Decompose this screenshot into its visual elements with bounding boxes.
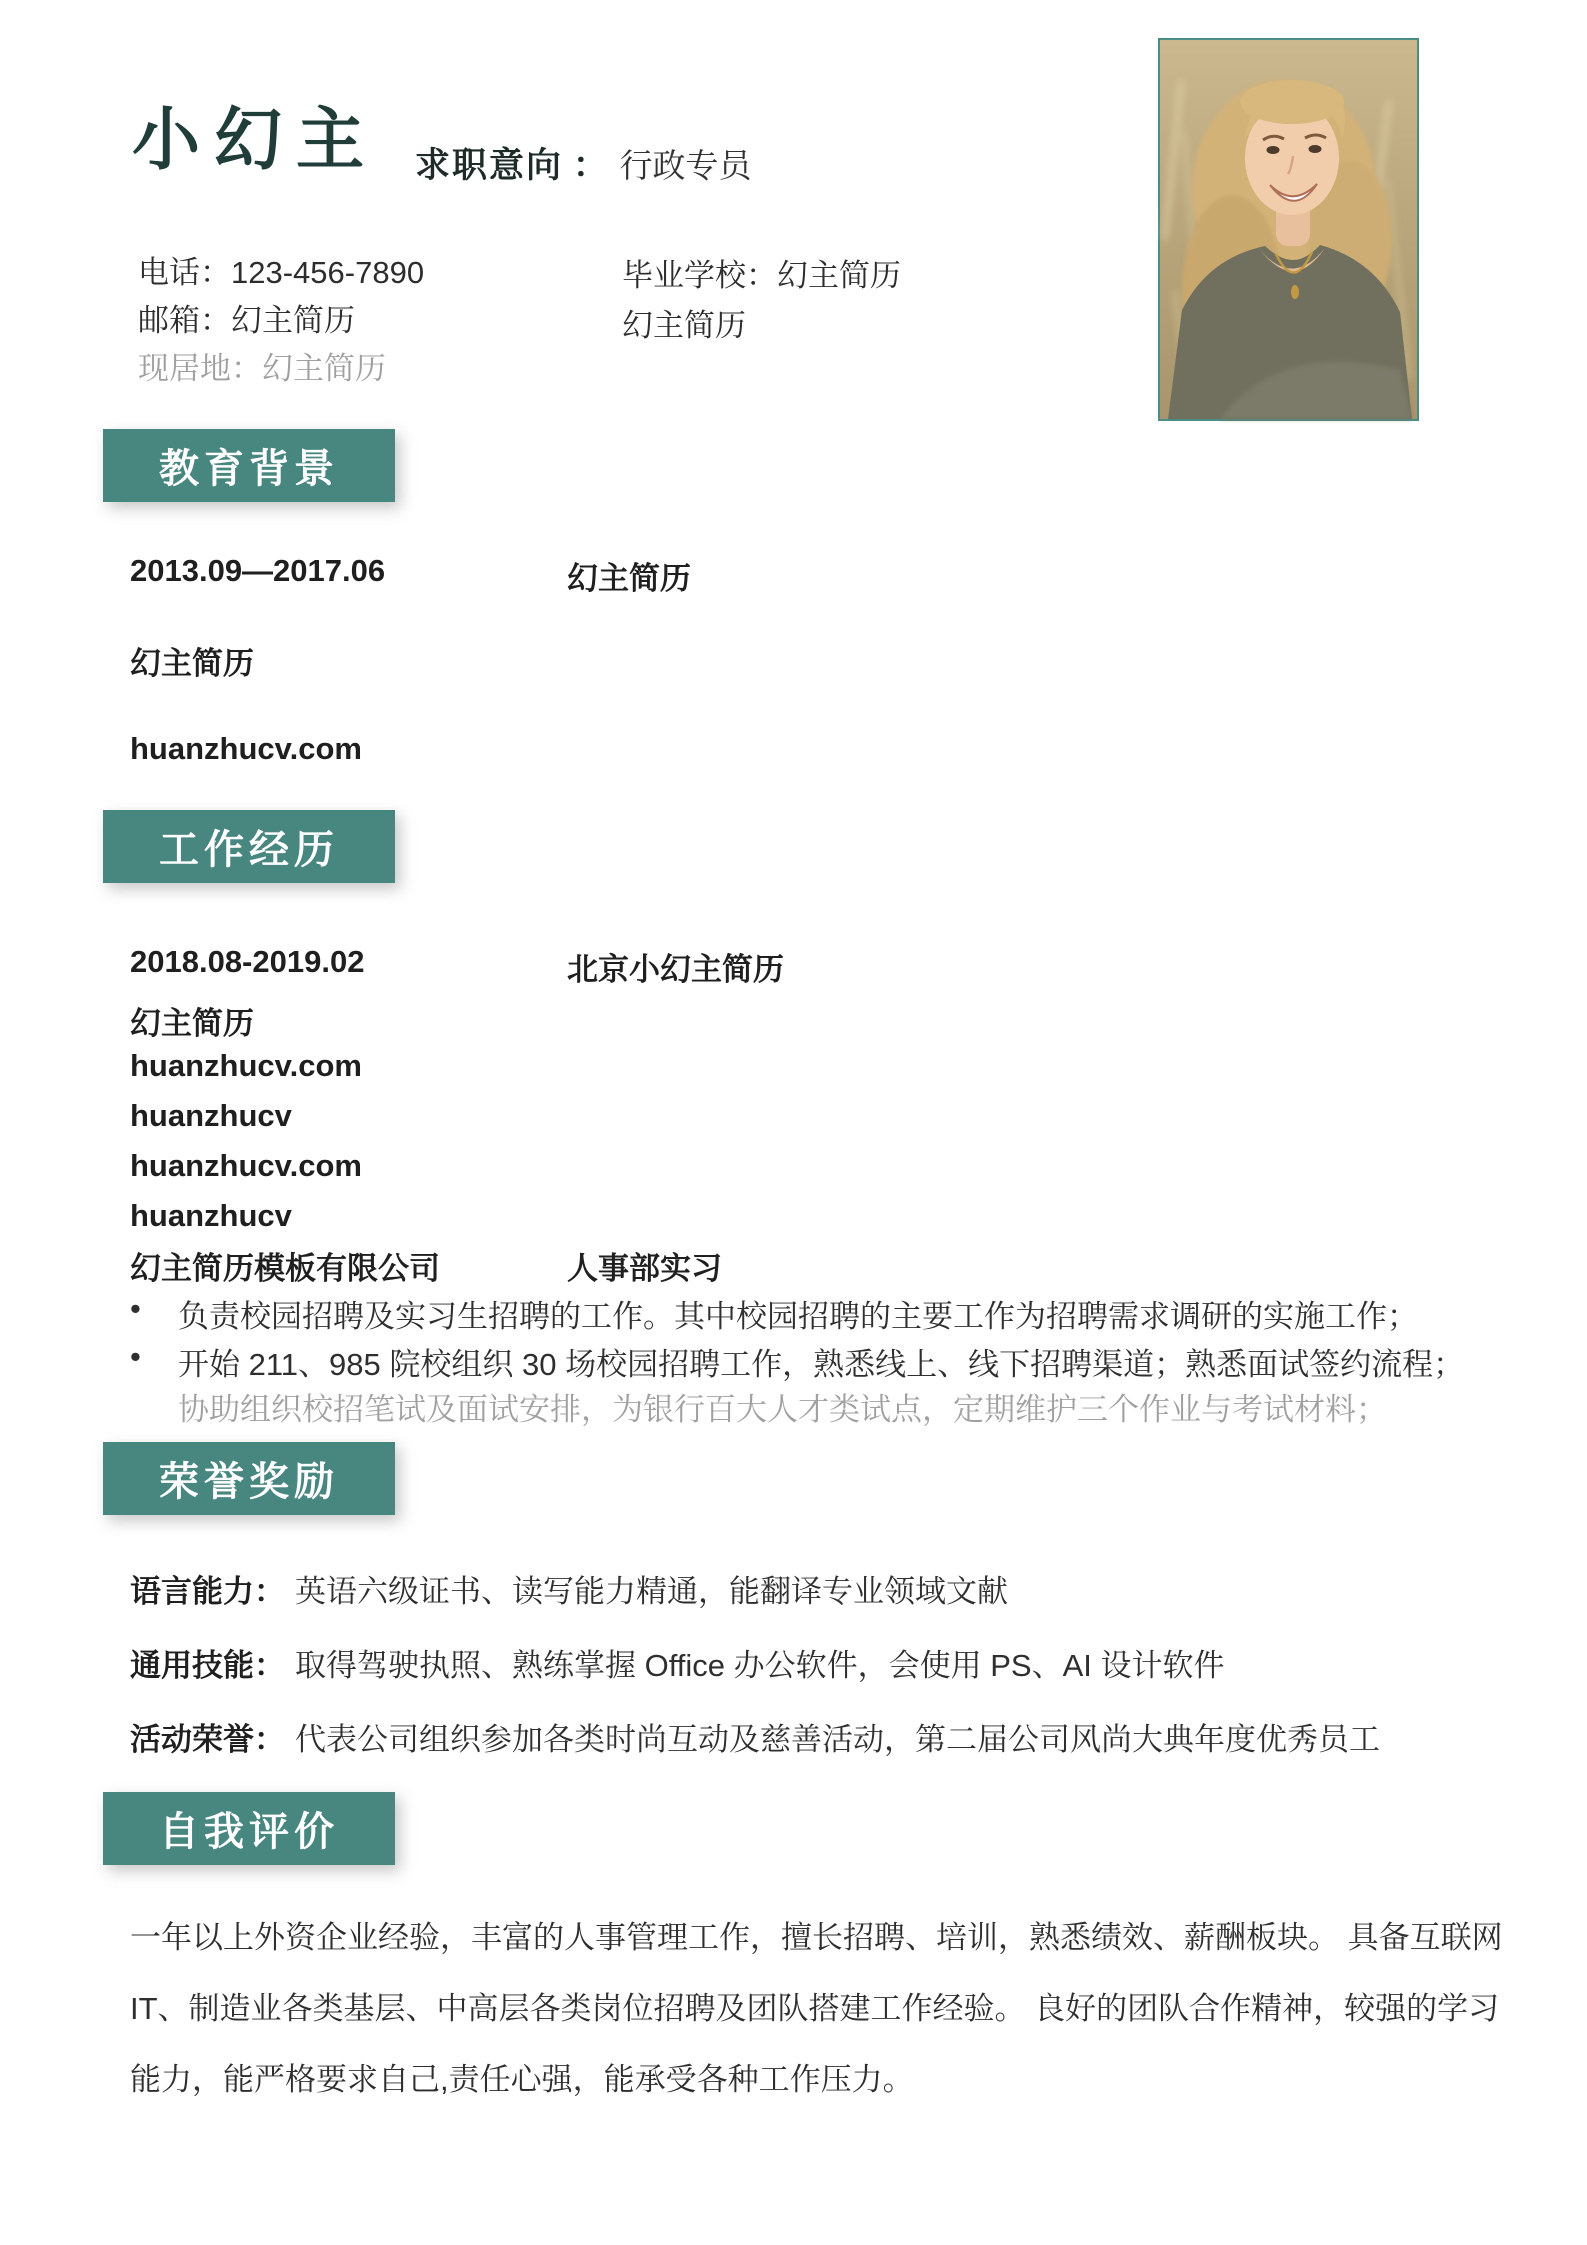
email-label: 邮箱： [138, 303, 231, 338]
honor-label: 语言能力： [130, 1574, 285, 1609]
education-line-2: 幻主简历 [130, 646, 254, 681]
school-row [622, 250, 901, 295]
work-bullet-text: 负责校园招聘及实习生招聘的工作。其中校园招聘的主要工作为招聘需求调研的实施工作； [178, 1299, 1418, 1334]
work-bullet-row [130, 1291, 1530, 1336]
contact-clipped-row: 现居地：幻主简历 [138, 351, 386, 386]
section-header-education: 教育背景 [103, 429, 395, 502]
education-line-3: huanzhucv.com [130, 731, 362, 766]
work-position: 人事部实习 [567, 1251, 722, 1286]
profile-photo [1158, 38, 1419, 421]
section-header-honors: 荣誉奖励 [103, 1442, 395, 1515]
job-intent-label: 求职意向 [415, 146, 564, 185]
work-bullet-row-clipped [130, 1384, 1530, 1427]
honor-text: 英语六级证书、读写能力精通，能翻译专业领域文献 [295, 1574, 1008, 1609]
bullet-icon [130, 1384, 178, 1395]
work-line: 幻主简历 [130, 1006, 254, 1041]
email-value: 幻主简历 [231, 303, 355, 338]
work-date: 2018.08-2019.02 [130, 944, 365, 979]
phone-value: 123-456-7890 [231, 255, 425, 290]
bullet-icon: • [130, 1339, 141, 1374]
work-company: 北京小幻主简历 [567, 952, 784, 987]
education-date: 2013.09—2017.06 [130, 553, 386, 588]
summary-line: 能力，能严格要求自己,责任心强，能承受各种工作压力。 [130, 2062, 914, 2097]
education-school: 幻主简历 [567, 561, 691, 596]
work-employer-row [130, 1243, 1520, 1288]
section-header-work: 工作经历 [103, 810, 395, 883]
work-bullet-text: 开始 211、985 院校组织 30 场校园招聘工作，熟悉线上、线下招聘渠道；熟悉面试签约流程； [178, 1347, 1465, 1382]
section-header-summary: 自我评价 [103, 1792, 395, 1865]
education-entry-row [130, 553, 1520, 596]
work-line: huanzhucv.com [130, 1048, 362, 1083]
honor-row [130, 1640, 1225, 1685]
school-row-2: 幻主简历 [622, 308, 746, 343]
school-label: 毕业学校： [622, 258, 777, 293]
work-entry-row [130, 944, 1520, 987]
honor-label: 活动荣誉： [130, 1722, 285, 1757]
honor-text: 取得驾驶执照、熟练掌握 Office 办公软件，会使用 PS、AI 设计软件 [295, 1648, 1225, 1683]
email-row [138, 295, 355, 340]
work-line: huanzhucv.com [130, 1148, 362, 1183]
work-employer: 幻主简历模板有限公司 [130, 1251, 440, 1286]
person-name: 小幻主 [132, 102, 379, 178]
phone-label: 电话： [138, 255, 231, 290]
summary-line: IT、制造业各类基层、中高层各类岗位招聘及团队搭建工作经验。 良好的团队合作精神，较强的学习 [130, 1991, 1500, 2026]
work-bullet-row [130, 1339, 1530, 1384]
phone-row [138, 247, 424, 292]
honor-label: 通用技能： [130, 1648, 285, 1683]
summary-line: 一年以上外资企业经验，丰富的人事管理工作，擅长招聘、培训，熟悉绩效、薪酬板块。 具备互联网 [130, 1920, 1503, 1955]
work-line: huanzhucv [130, 1198, 292, 1233]
work-bullet-text-clipped: 协助组织校招笔试及面试安排，为银行百大人才类试点，定期维护三个作业与考试材料； [178, 1392, 1387, 1427]
honor-text: 代表公司组织参加各类时尚互动及慈善活动，第二届公司风尚大典年度优秀员工 [295, 1722, 1380, 1757]
job-intent-colon: ： [572, 146, 610, 185]
job-intent [415, 138, 752, 188]
job-intent-value: 行政专员 [619, 147, 752, 184]
profile-photo-illustration [1160, 40, 1417, 419]
bullet-icon: • [130, 1291, 141, 1326]
school-value: 幻主简历 [777, 258, 901, 293]
honor-row [130, 1714, 1380, 1759]
work-line: huanzhucv [130, 1098, 292, 1133]
honor-row [130, 1566, 1008, 1611]
